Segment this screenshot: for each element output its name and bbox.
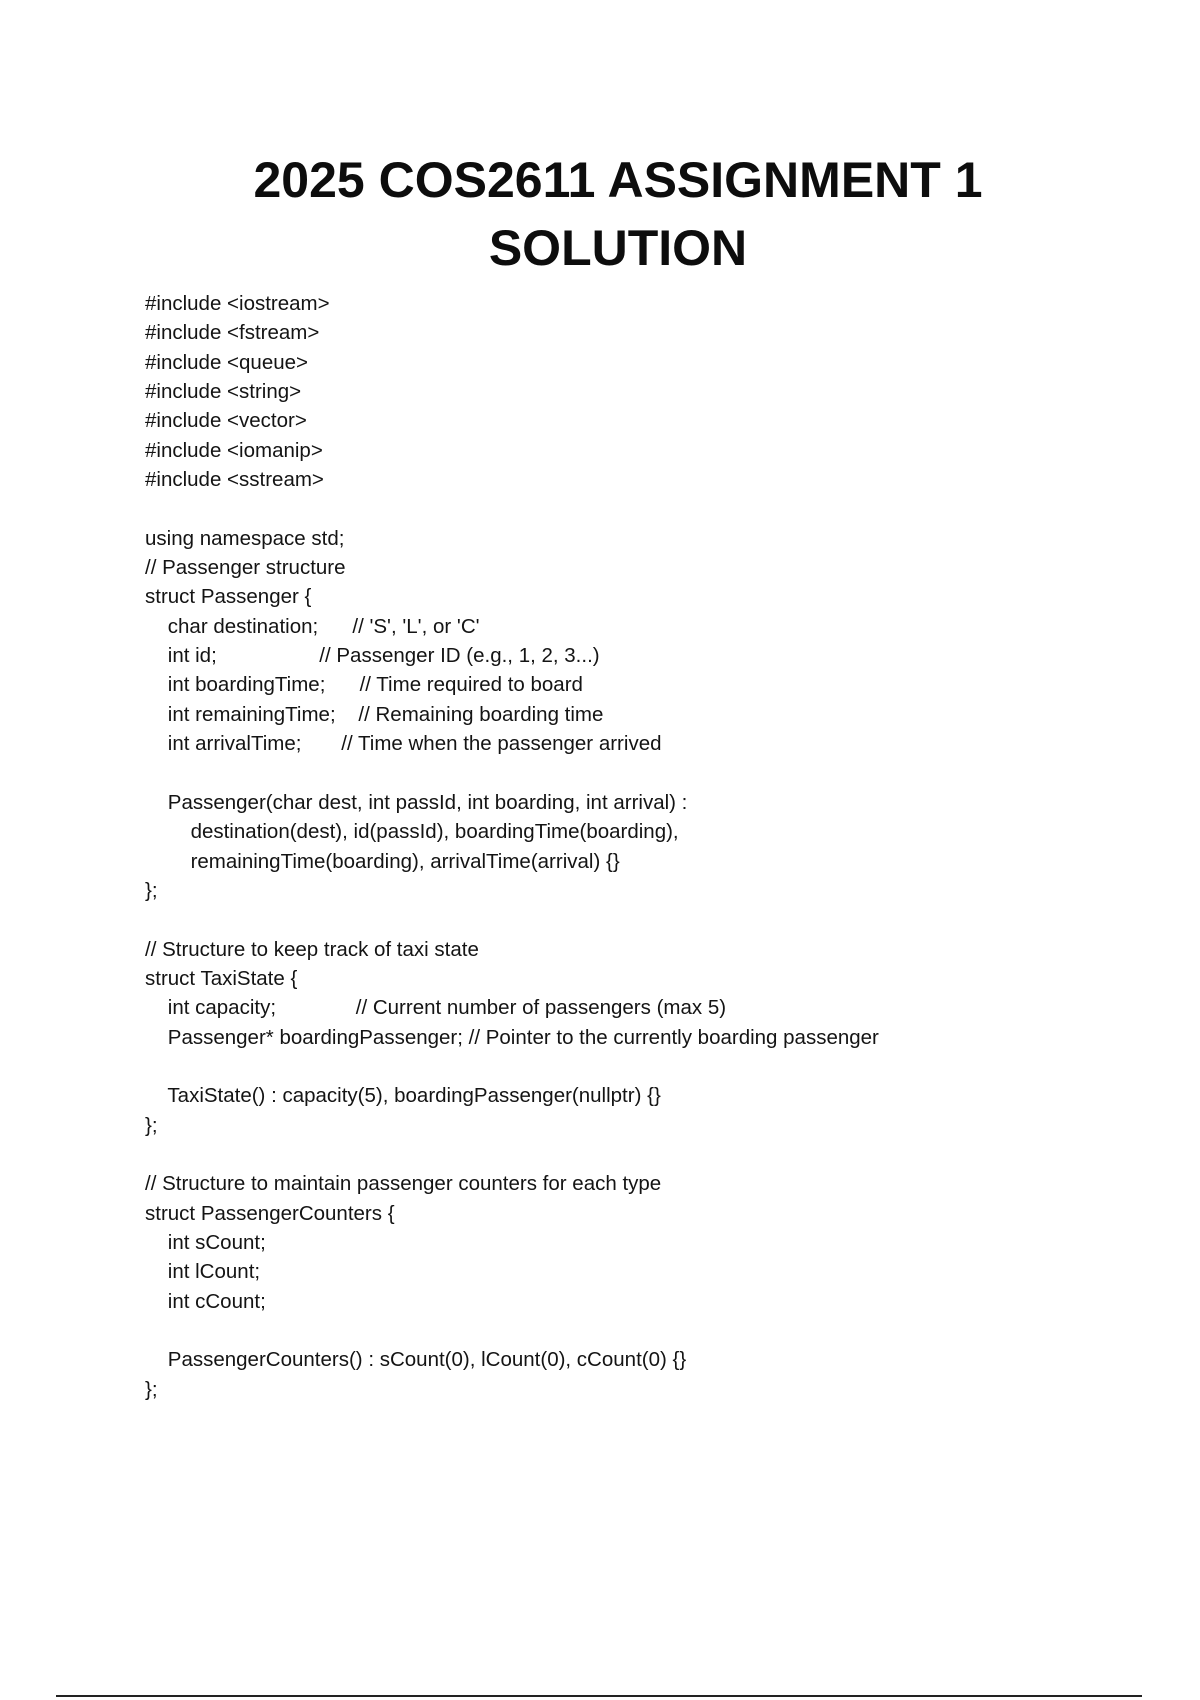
code-line: int sCount; xyxy=(145,1231,266,1254)
code-line: // Structure to keep track of taxi state xyxy=(145,937,479,961)
code-line: struct TaxiState { xyxy=(145,966,298,990)
code-line xyxy=(145,1316,1145,1345)
code-line xyxy=(145,759,1145,788)
code-line: Passenger(char dest, int passId, int boarding, int arrival) : xyxy=(145,790,688,814)
code-line: }; xyxy=(145,878,158,902)
code-line: #include <vector> xyxy=(145,409,307,433)
code-line: // Structure to maintain passenger counters for each type xyxy=(145,1172,662,1196)
code-line: // Passenger structure xyxy=(145,556,346,580)
code-line: int arrivalTime; // Time when the passenger arrived xyxy=(145,732,662,756)
code-line: #include <queue> xyxy=(145,350,309,374)
code-line: struct PassengerCounters { xyxy=(145,1201,395,1225)
code-line: TaxiState() : capacity(5), boardingPassenger(nullptr) {} xyxy=(145,1084,661,1108)
title-line-1: 2025 COS2611 ASSIGNMENT 1 xyxy=(253,152,983,208)
code-line: #include <iomanip> xyxy=(145,438,323,462)
code-line: destination(dest), id(passId), boardingTime(boarding), xyxy=(145,820,679,844)
code-line: int boardingTime; // Time required to board xyxy=(145,673,583,697)
code-line xyxy=(145,494,1145,523)
code-line: using namespace std; xyxy=(145,526,345,550)
code-line: }; xyxy=(145,1377,158,1401)
code-line: #include <sstream> xyxy=(145,468,324,492)
code-line: #include <iostream> xyxy=(145,292,330,315)
code-line: char destination; // 'S', 'L', or 'C' xyxy=(145,614,480,638)
code-line: int remainingTime; // Remaining boarding time xyxy=(145,702,604,726)
code-line: Passenger* boardingPassenger; // Pointer to the currently boarding passenger xyxy=(145,1025,879,1049)
code-line: #include <fstream> xyxy=(145,321,320,345)
code-line: }; xyxy=(145,1113,158,1137)
code-line: int lCount; xyxy=(145,1260,261,1284)
page-title xyxy=(0,146,1200,282)
code-line xyxy=(145,1052,1145,1081)
code-line: int id; // Passenger ID (e.g., 1, 2, 3...) xyxy=(145,644,600,668)
code-listing xyxy=(145,289,1145,1404)
code-line xyxy=(145,1140,1145,1169)
code-line: PassengerCounters() : sCount(0), lCount(0), cCount(0) {} xyxy=(145,1348,687,1372)
code-line xyxy=(145,905,1145,934)
title-line-2: SOLUTION xyxy=(488,220,748,276)
code-line: int capacity; // Current number of passengers (max 5) xyxy=(145,996,727,1020)
code-line: remainingTime(boarding), arrivalTime(arrival) {} xyxy=(145,849,620,873)
page-bottom-rule xyxy=(56,1695,1142,1697)
code-line: struct Passenger { xyxy=(145,585,312,609)
code-line: #include <string> xyxy=(145,380,302,404)
code-line: int cCount; xyxy=(145,1289,266,1313)
